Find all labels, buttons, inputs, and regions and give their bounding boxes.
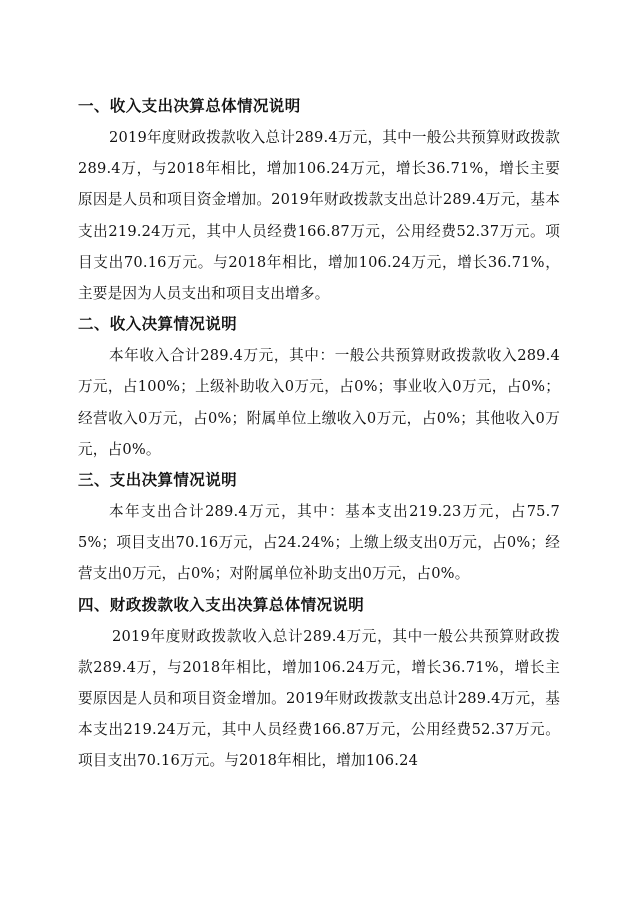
section-heading: 一、收入支出决算总体情况说明: [78, 97, 301, 115]
section-paragraph: 2019年度财政拨款收入总计289.4万元，其中一般公共预算财政拨款289.4万，与2018年相比，增加106.24万元，增长36.71%，增长主要原因是人员和项目资金增加。2019年财政拨款支出总计289.4万元，基本支出219.24万元，其中人员经费166.87万元，公用经费52.37万元。项目支出70.16万元。与2018年相比，增加106.24: [78, 627, 560, 770]
section-income: [78, 309, 560, 465]
section-fiscal-appropriation: [78, 590, 560, 777]
section-heading: 三、支出决算情况说明: [78, 471, 238, 490]
section-heading: 二、收入决算情况说明: [78, 315, 238, 334]
section-paragraph: 本年支出合计289.4万元，其中：基本支出219.23万元，占75.75%；项目支出70.16万元，占24.24%；上缴上级支出0万元，占0%；经营支出0万元，占0%；对附属单位补助支出0万元，占0%。: [78, 503, 560, 583]
section-heading: 四、财政拨款收入支出决算总体情况说明: [78, 595, 365, 614]
section-summary: [78, 91, 560, 309]
section-paragraph: 本年收入合计289.4万元，其中：一般公共预算财政拨款收入289.4万元，占100%；上级补助收入0万元，占0%；事业收入0万元，占0%；经营收入0万元，占0%；附属单位上缴收入0万元，占0%；其他收入0万元，占0%。: [78, 347, 560, 458]
document-page: [78, 91, 560, 777]
section-paragraph: 2019年度财政拨款收入总计289.4万元，其中一般公共预算财政拨款289.4万，与2018年相比，增加106.24万元，增长36.71%，增长主要原因是人员和项目资金增加。2019年财政拨款支出总计289.4万元，基本支出219.24万元，其中人员经费166.87万元，公用经费52.37万元。项目支出70.16万元。与2018年相比，增加106.24万元，增长36.71%，主要是因为人员支出和项目支出增多。: [78, 129, 560, 303]
section-expenditure: [78, 465, 560, 590]
